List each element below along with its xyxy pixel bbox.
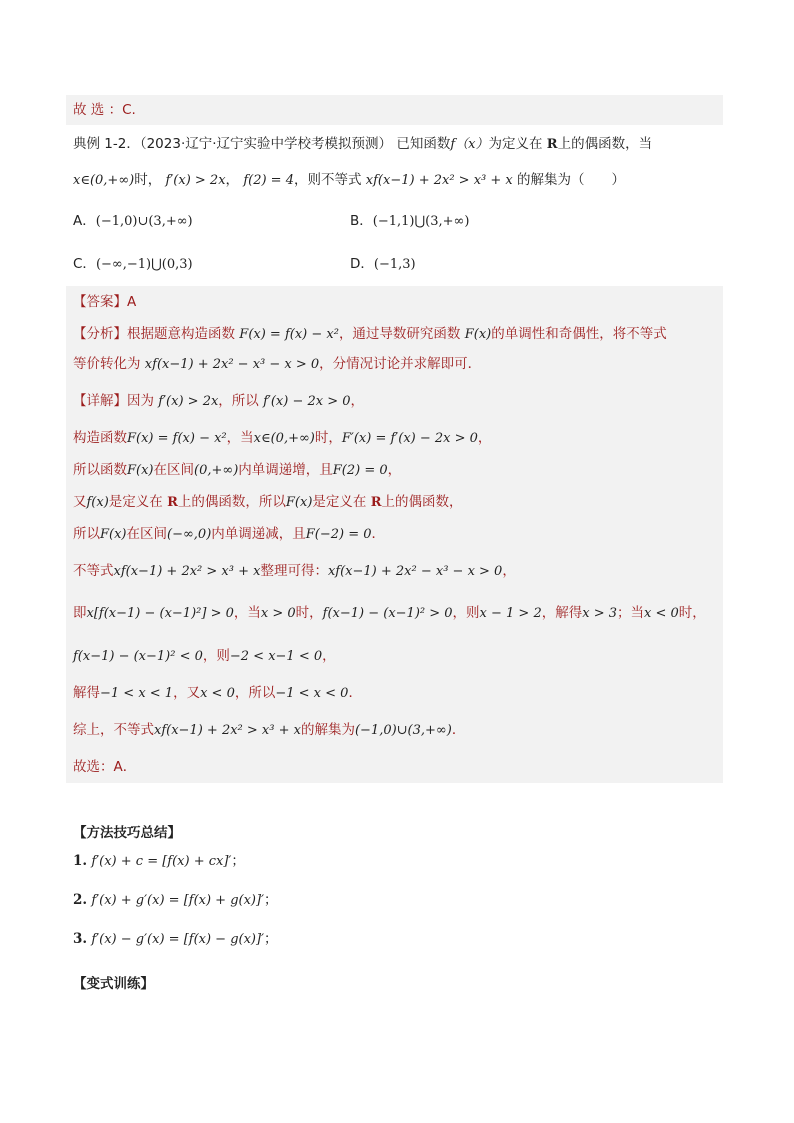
detail-line-1: 【详解】因为 f′(x) > 2x，所以 f′(x) − 2x > 0，: [73, 393, 365, 409]
detail-line-3: 所以函数F(x)在区间(0,+∞)内单调递增，且F(2) = 0，: [73, 462, 402, 478]
condition-derivative: f′(x) > 2x: [165, 173, 226, 188]
detail-line-7: 即x[f(x−1) − (x−1)²] > 0，当x > 0时，f(x−1) − (x−1)² > 0，则x − 1 > 2，解得x > 3；当x < 0时，: [73, 605, 706, 621]
detail-tag: 【详解】: [73, 393, 127, 409]
detail-line-10: 综上，不等式xf(x−1) + 2x² > x³ + x的解集为(−1,0)∪(3,+∞)．: [73, 722, 466, 738]
previous-answer-band: [66, 95, 723, 125]
real-set-symbol: R: [546, 137, 558, 152]
detail-conclusion: 故选：A．: [73, 759, 137, 775]
option-a: A．(−1,0)∪(3,+∞): [73, 213, 193, 229]
function-fx: f（x）: [450, 137, 489, 152]
example-label: 典例 1-2．（2023·辽宁·辽宁实验中学校考模拟预测）: [73, 136, 393, 152]
target-inequality: xf(x−1) + 2x² > x³ + x: [365, 173, 513, 188]
example-stem-line-2: x∈(0,+∞)时， f′(x) > 2x， f(2) = 4，则不等式 xf(x−1) + 2x² > x³ + x 的解集为（ ）: [73, 172, 626, 188]
option-d: D．(−1,3): [350, 256, 416, 272]
summary-item-3: 3. f′(x) − g′(x) = [f(x) − g(x)]′；: [73, 931, 278, 947]
detail-line-8: f(x−1) − (x−1)² < 0，则−2 < x−1 < 0，: [73, 648, 336, 664]
detail-line-5: 所以F(x)在区间(−∞,0)内单调递减，且F(−2) = 0．: [73, 526, 386, 542]
method-summary-title: 【方法技巧总结】: [73, 825, 181, 841]
detail-line-6: 不等式xf(x−1) + 2x² > x³ + x整理可得：xf(x−1) + 2x² − x³ − x > 0，: [73, 563, 516, 579]
condition-value: f(2) = 4: [243, 173, 294, 188]
summary-item-2: 2. f′(x) + g′(x) = [f(x) + g(x)]′；: [73, 892, 278, 908]
summary-item-1: 1. f′(x) + c = [f(x) + cx]′；: [73, 853, 245, 869]
previous-conclusion: 故 选 ：C.: [73, 102, 136, 118]
option-c: C．(−∞,−1)⋃(0,3): [73, 256, 193, 272]
analysis-line-1: 【分析】根据题意构造函数 F(x) = f(x) − x²，通过导数研究函数 F(x)的单调性和奇偶性，将不等式: [73, 326, 667, 342]
analysis-tag: 【分析】: [73, 326, 127, 342]
condition-domain: x∈(0,+∞): [73, 173, 135, 188]
detail-line-4: 又f(x)是定义在 R上的偶函数，所以F(x)是定义在 R上的偶函数，: [73, 494, 463, 510]
example-stem-line-1: 典例 1-2．（2023·辽宁·辽宁实验中学校考模拟预测） 已知函数f（x）为定义在 R上的偶函数，当: [73, 136, 653, 152]
detail-line-2: 构造函数F(x) = f(x) − x²，当x∈(0,+∞)时，F′(x) = f′(x) − 2x > 0，: [73, 430, 492, 446]
detail-line-9: 解得−1 < x < 1，又x < 0，所以−1 < x < 0．: [73, 685, 362, 701]
analysis-line-2: 等价转化为 xf(x−1) + 2x² − x³ − x > 0，分情况讨论并求解即可．: [73, 356, 482, 372]
option-b: B．(−1,1)⋃(3,+∞): [350, 213, 470, 229]
practice-title: 【变式训练】: [73, 976, 154, 992]
answer-tag: 【答案】A: [73, 294, 137, 310]
